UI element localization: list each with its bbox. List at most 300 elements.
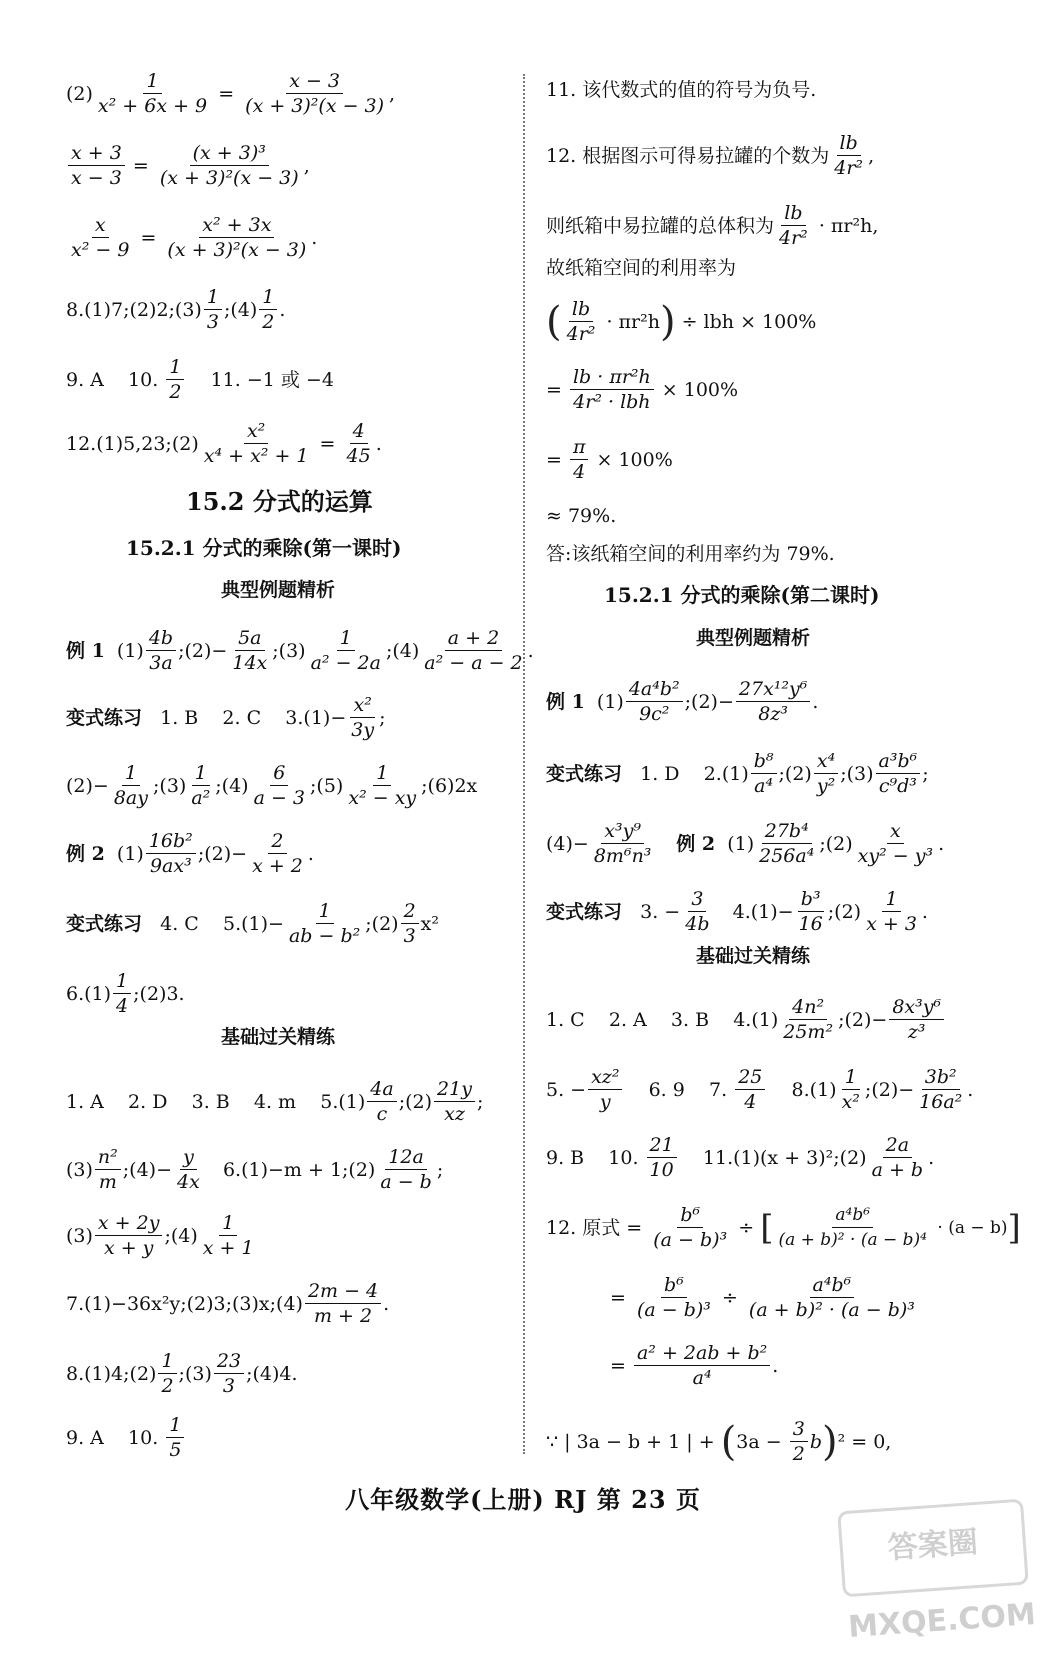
fraction: [756, 820, 817, 867]
denominator: 9ax³: [149, 855, 192, 877]
denominator: a² − a − 2: [424, 652, 523, 674]
text: .: [812, 690, 819, 713]
numerator: lb: [569, 298, 593, 322]
denominator: (a + b)² · (a − b)³: [748, 1299, 915, 1321]
text: ;(3): [272, 639, 306, 662]
text: =: [313, 432, 342, 455]
section-heading: 15.2 分式的运算: [186, 487, 373, 516]
answer-line: [546, 888, 928, 935]
text: ;(4)−: [122, 1158, 173, 1181]
numerator: x⁴: [814, 750, 838, 774]
denominator: x² − xy: [348, 787, 417, 809]
text: 3. −: [622, 900, 681, 923]
text: ;(3): [178, 1362, 212, 1385]
fraction: [111, 762, 151, 809]
text: · (a − b): [931, 1217, 1008, 1238]
fraction: [916, 1066, 965, 1113]
fraction: [751, 750, 777, 797]
denominator: m + 2: [314, 1305, 373, 1327]
text: .: [279, 298, 286, 321]
text: ;(2): [827, 900, 862, 923]
text: .: [527, 639, 534, 662]
numerator: 16b²: [146, 830, 196, 854]
denominator: x + 2: [252, 855, 303, 877]
numerator: 1: [882, 888, 900, 912]
fraction: [869, 1134, 927, 1181]
numerator: 1: [113, 970, 131, 994]
text: =: [610, 1354, 632, 1377]
text: x²: [420, 912, 440, 935]
example-label: 例 1: [66, 639, 105, 662]
numerator: b³: [798, 888, 824, 912]
text: ;(4)4.: [246, 1362, 298, 1385]
text: ;(2): [819, 832, 853, 855]
denominator: 3y: [351, 719, 375, 741]
denominator: xz: [444, 1103, 465, 1125]
denominator: 25m²: [783, 1021, 834, 1043]
fraction: [157, 142, 302, 189]
numerator: b⁶: [677, 1204, 703, 1228]
fraction: [308, 627, 384, 674]
numerator: x: [887, 820, 904, 844]
text: ;(4): [223, 298, 258, 321]
fraction: [780, 996, 836, 1043]
denominator: a + b: [871, 1159, 924, 1181]
text: ;(2)−: [178, 639, 228, 662]
text: ∵ | 3a − b + 1 | +: [546, 1430, 721, 1453]
fraction: [634, 1274, 714, 1321]
numerator: lb · πr²h: [570, 366, 654, 390]
denominator: 4r² · lbh: [573, 391, 651, 413]
fraction: [113, 970, 131, 1017]
text: .: [383, 1292, 390, 1315]
denominator: a − 3: [253, 787, 306, 809]
example-label: 例 2: [656, 832, 716, 855]
text: ;: [922, 762, 929, 785]
answer-line: [546, 820, 944, 867]
numerator: a⁴b⁶: [832, 1204, 873, 1228]
numerator: 3: [790, 1418, 808, 1442]
denominator: 4b: [685, 913, 710, 935]
numerator: b⁸: [751, 750, 777, 774]
denominator: a⁴: [754, 775, 774, 797]
denominator: y: [599, 1091, 611, 1113]
fraction: [204, 286, 222, 333]
denominator: z³: [907, 1021, 926, 1043]
denominator: 2: [792, 1443, 805, 1465]
answer-line: [66, 214, 317, 261]
text: =: [126, 154, 155, 177]
denominator: a − b: [380, 1171, 432, 1193]
fraction: [790, 1418, 808, 1465]
text: ;(3): [840, 762, 874, 785]
answer-line: [546, 78, 816, 102]
numerator: 1: [166, 356, 184, 380]
answer-line: [610, 1274, 920, 1321]
denominator: 3: [222, 1375, 236, 1397]
fraction: [855, 820, 936, 867]
denominator: x + y: [103, 1237, 154, 1259]
text: ÷: [732, 1216, 761, 1239]
numerator: 1: [259, 286, 277, 310]
text: · πr²h: [600, 310, 660, 333]
answer-line: [546, 202, 878, 249]
denominator: 2: [262, 311, 275, 333]
text: ÷: [715, 1286, 744, 1309]
answer-line: [546, 1418, 891, 1465]
text: 1. A 2. D 3. B 4. m 5.(1): [66, 1090, 366, 1113]
column-divider: [523, 74, 525, 1454]
denominator: 16a²: [919, 1091, 963, 1113]
answer-line: [546, 678, 818, 725]
denominator: x + 3: [866, 913, 917, 935]
text: .: [928, 1146, 935, 1169]
fraction: [564, 298, 599, 345]
fraction: [242, 70, 387, 117]
exercise-label: 变式练习: [66, 912, 143, 935]
fraction: [647, 1134, 677, 1181]
denominator: 8z³: [758, 703, 788, 725]
answer-line: [610, 1342, 778, 1389]
denominator: 4: [573, 461, 586, 483]
text: (1): [104, 842, 144, 865]
denominator: 2: [169, 381, 182, 403]
denominator: x² + 6x + 9: [97, 95, 208, 117]
numerator: 1: [219, 1212, 237, 1236]
numerator: 12a: [385, 1146, 427, 1170]
denominator: 3a: [149, 652, 173, 674]
fraction: [863, 888, 920, 935]
fraction: [746, 1274, 918, 1321]
numerator: 23: [214, 1350, 244, 1374]
bracket: ]: [1007, 1207, 1021, 1248]
numerator: 27x¹²y⁶: [736, 678, 810, 702]
subsection-heading: 15.2.1 分式的乘除(第一课时): [126, 536, 402, 560]
numerator: x + 3: [68, 142, 125, 166]
answer-line: [546, 256, 736, 280]
fraction: [348, 694, 377, 741]
text: =: [610, 1286, 632, 1309]
fraction: [146, 830, 196, 877]
fraction: [249, 830, 306, 877]
text: (3): [66, 1224, 93, 1247]
text: ;(5): [310, 774, 344, 797]
denominator: 3: [206, 311, 219, 333]
fraction: [735, 1066, 765, 1113]
fraction: [305, 1280, 381, 1327]
answer-line: [546, 1134, 934, 1181]
numerator: 1: [842, 1066, 860, 1090]
fraction: [68, 214, 132, 261]
text: 1. B 2. C 3.(1)−: [142, 706, 347, 729]
denominator: 8ay: [113, 787, 148, 809]
text: × 100%: [590, 448, 673, 471]
numerator: 4: [350, 420, 368, 444]
text: .: [772, 1354, 779, 1377]
text: ,: [389, 82, 396, 105]
denominator: c: [376, 1103, 388, 1125]
subsection-heading: 15.2.1 分式的乘除(第二课时): [604, 583, 880, 607]
denominator: a²: [191, 787, 211, 809]
text: ÷ lbh × 100%: [675, 310, 817, 333]
fraction: [259, 286, 277, 333]
numerator: 25: [735, 1066, 765, 1090]
numerator: 2m − 4: [305, 1280, 381, 1304]
denominator: c⁹d³: [878, 775, 917, 797]
answer-line: [546, 298, 816, 345]
denominator: 4r²: [566, 323, 596, 345]
numerator: 2: [268, 830, 286, 854]
answer-line: [66, 762, 477, 809]
answer-line: [66, 420, 382, 467]
numerator: a³b⁶: [876, 750, 921, 774]
text: ;(2)3.: [133, 982, 185, 1005]
text: 9. A 10.: [66, 1426, 165, 1449]
text: 1. D 2.(1): [622, 762, 749, 785]
text: ;(2): [398, 1090, 433, 1113]
text: ;(4): [385, 639, 420, 662]
answer-line: [66, 830, 314, 877]
text: (1): [715, 832, 755, 855]
answer-line: [66, 1280, 389, 1327]
text: .: [921, 900, 928, 923]
denominator: (x + 3)²(x − 3): [167, 239, 307, 261]
numerator: π: [570, 436, 589, 460]
text: 12.(1)5,23;(2): [66, 432, 199, 455]
fraction: [588, 1066, 622, 1113]
numerator: x − 3: [286, 70, 343, 94]
exercise-label: 变式练习: [546, 900, 623, 923]
text: ;: [476, 1090, 484, 1113]
text: ;(4): [164, 1224, 198, 1247]
text: 3a −: [736, 1430, 788, 1453]
text: 11.(1)(x + 3)²;(2): [678, 1146, 867, 1169]
text: ;(6)2x: [421, 774, 478, 797]
answer-line: [66, 1212, 259, 1259]
text: ≈ 79%.: [546, 505, 617, 527]
fraction: [775, 1204, 930, 1251]
denominator: 10: [649, 1159, 674, 1181]
text: .: [307, 842, 314, 865]
watermark-logo: 答案圈 MXQE.COM: [837, 1499, 1029, 1598]
text: 8.(1)7;(2)2;(3): [66, 298, 202, 321]
numerator: 27b⁴: [762, 820, 812, 844]
text: (2)−: [66, 774, 109, 797]
fraction: [251, 762, 308, 809]
numerator: 5a: [235, 627, 264, 651]
text: ;(4): [215, 774, 249, 797]
example-label: 例 2: [66, 842, 105, 865]
denominator: ab − b²: [288, 925, 361, 947]
text: ;: [379, 706, 386, 729]
fraction: [377, 1146, 435, 1193]
text: ;: [436, 1158, 444, 1181]
numerator: y: [180, 1146, 197, 1170]
numerator: 2a: [883, 1134, 912, 1158]
fraction: [839, 1066, 863, 1113]
text: =: [546, 378, 568, 401]
fraction: [95, 1146, 121, 1193]
numerator: x³y⁹: [601, 820, 644, 844]
answer-line: [546, 132, 874, 179]
denominator: (a − b)³: [653, 1229, 728, 1251]
denominator: (a + b)² · (a − b)⁴: [778, 1230, 927, 1250]
denominator: 5: [169, 1439, 182, 1461]
answer-line: [66, 1350, 298, 1397]
text: 9. A 10.: [66, 368, 165, 391]
text: ;(2): [365, 912, 399, 935]
denominator: 4x: [177, 1171, 200, 1193]
answer-line: [66, 970, 185, 1017]
text: 11. −1 或 −4: [186, 368, 334, 391]
bracket: (: [546, 298, 562, 345]
text: 5. −: [546, 1078, 587, 1101]
fraction: [164, 214, 309, 261]
denominator: 4r²: [779, 227, 808, 249]
text: .: [375, 432, 382, 455]
numerator: x²: [244, 420, 268, 444]
numerator: a² + 2ab + b²: [634, 1342, 770, 1366]
fraction: [158, 1350, 176, 1397]
numerator: lb: [781, 202, 805, 226]
denominator: 4r²: [834, 157, 864, 179]
fraction: [591, 820, 655, 867]
fraction: [401, 900, 419, 947]
fraction: [876, 750, 921, 797]
numerator: 1: [316, 900, 334, 924]
answer-line: [66, 70, 395, 117]
denominator: a⁴: [692, 1367, 712, 1389]
denominator: 2: [161, 1375, 174, 1397]
fraction: [626, 678, 683, 725]
fraction: [95, 70, 210, 117]
bracket: (: [720, 1418, 737, 1465]
text: (1): [104, 639, 144, 662]
denominator: (a − b)³: [636, 1299, 711, 1321]
numerator: b⁶: [661, 1274, 687, 1298]
answer-line: [546, 542, 835, 566]
text: ;(2)−: [684, 690, 734, 713]
numerator: xz²: [588, 1066, 622, 1090]
answer-line: [546, 1204, 1021, 1251]
fraction: [166, 1414, 184, 1461]
text: (1): [584, 690, 624, 713]
text: .: [311, 226, 318, 249]
numerator: 21: [647, 1134, 677, 1158]
bracket: ): [659, 298, 676, 345]
fraction: [682, 888, 712, 935]
numerator: 6: [270, 762, 288, 786]
denominator: x² − 9: [71, 239, 130, 261]
answer-line: [66, 142, 310, 189]
fraction: [146, 627, 176, 674]
text: .: [967, 1078, 974, 1101]
denominator: a² − 2a: [310, 652, 381, 674]
bracket: [: [760, 1207, 774, 1248]
answer-line: [546, 1066, 973, 1113]
denominator: x + 1: [202, 1237, 254, 1259]
denominator: (x + 3)²(x − 3): [159, 167, 299, 189]
text: 9. B 10.: [546, 1146, 645, 1169]
fraction: [286, 900, 363, 947]
numerator: 4n²: [789, 996, 827, 1020]
denominator: y²: [816, 775, 836, 797]
answer-line: [66, 627, 534, 674]
fraction: [345, 762, 419, 809]
fraction: [344, 420, 374, 467]
fraction: [570, 366, 654, 413]
fraction: [200, 1212, 257, 1259]
numerator: 3b²: [922, 1066, 960, 1090]
fraction: [421, 627, 525, 674]
answer-line: [66, 694, 385, 741]
fraction: [634, 1342, 770, 1389]
fraction: [889, 996, 944, 1043]
part-heading: 典型例题精析: [221, 579, 336, 601]
fraction: [570, 436, 589, 483]
text: 6.(1)−m + 1;(2): [204, 1158, 376, 1181]
text: 6.(1): [66, 982, 112, 1005]
text: 答:该纸箱空间的利用率约为 79%.: [546, 543, 835, 565]
text: ;(2)−: [864, 1078, 915, 1101]
numerator: a⁴b⁶: [810, 1274, 855, 1298]
text: 12. 根据图示可得易拉罐的个数为: [546, 144, 830, 167]
numerator: 1: [204, 286, 222, 310]
fraction: [201, 420, 312, 467]
text: (3): [66, 1158, 93, 1181]
text: (4)−: [546, 832, 589, 855]
numerator: 21y: [434, 1078, 475, 1102]
text: ;(2): [778, 762, 812, 785]
numerator: 1: [122, 762, 140, 786]
denominator: 14x: [232, 652, 268, 674]
text: ,: [868, 144, 875, 167]
numerator: x: [92, 214, 109, 238]
fraction: [188, 762, 213, 809]
numerator: 1: [192, 762, 210, 786]
numerator: 3: [688, 888, 706, 912]
text: 故纸箱空间的利用率为: [546, 257, 737, 279]
answer-line: [546, 996, 946, 1043]
fraction: [736, 678, 810, 725]
numerator: 1: [158, 1350, 176, 1374]
denominator: xy² − y³: [857, 845, 934, 867]
denominator: 16: [798, 913, 823, 935]
fraction: [174, 1146, 203, 1193]
answer-line: [66, 1146, 443, 1193]
answer-line: [546, 750, 929, 797]
numerator: x²: [350, 694, 374, 718]
numerator: lb: [837, 132, 861, 156]
denominator: x⁴ + x² + 1: [203, 445, 309, 467]
text: ,: [303, 154, 310, 177]
numerator: 1: [143, 70, 161, 94]
text: 4.(1)−: [714, 900, 794, 923]
numerator: n²: [95, 1146, 121, 1170]
part-heading: 基础过关精练: [221, 1026, 336, 1048]
numerator: 1: [337, 627, 355, 651]
denominator: 4: [116, 995, 129, 1017]
text: 6. 9 7.: [624, 1078, 734, 1101]
text: (2): [66, 82, 93, 105]
fraction: [166, 356, 184, 403]
denominator: 3: [403, 925, 416, 947]
numerator: 1: [373, 762, 391, 786]
numerator: x² + 3x: [199, 214, 274, 238]
fraction: [650, 1204, 730, 1251]
text: 12. 原式 =: [546, 1216, 649, 1239]
denominator: 8m⁶n³: [593, 845, 652, 867]
